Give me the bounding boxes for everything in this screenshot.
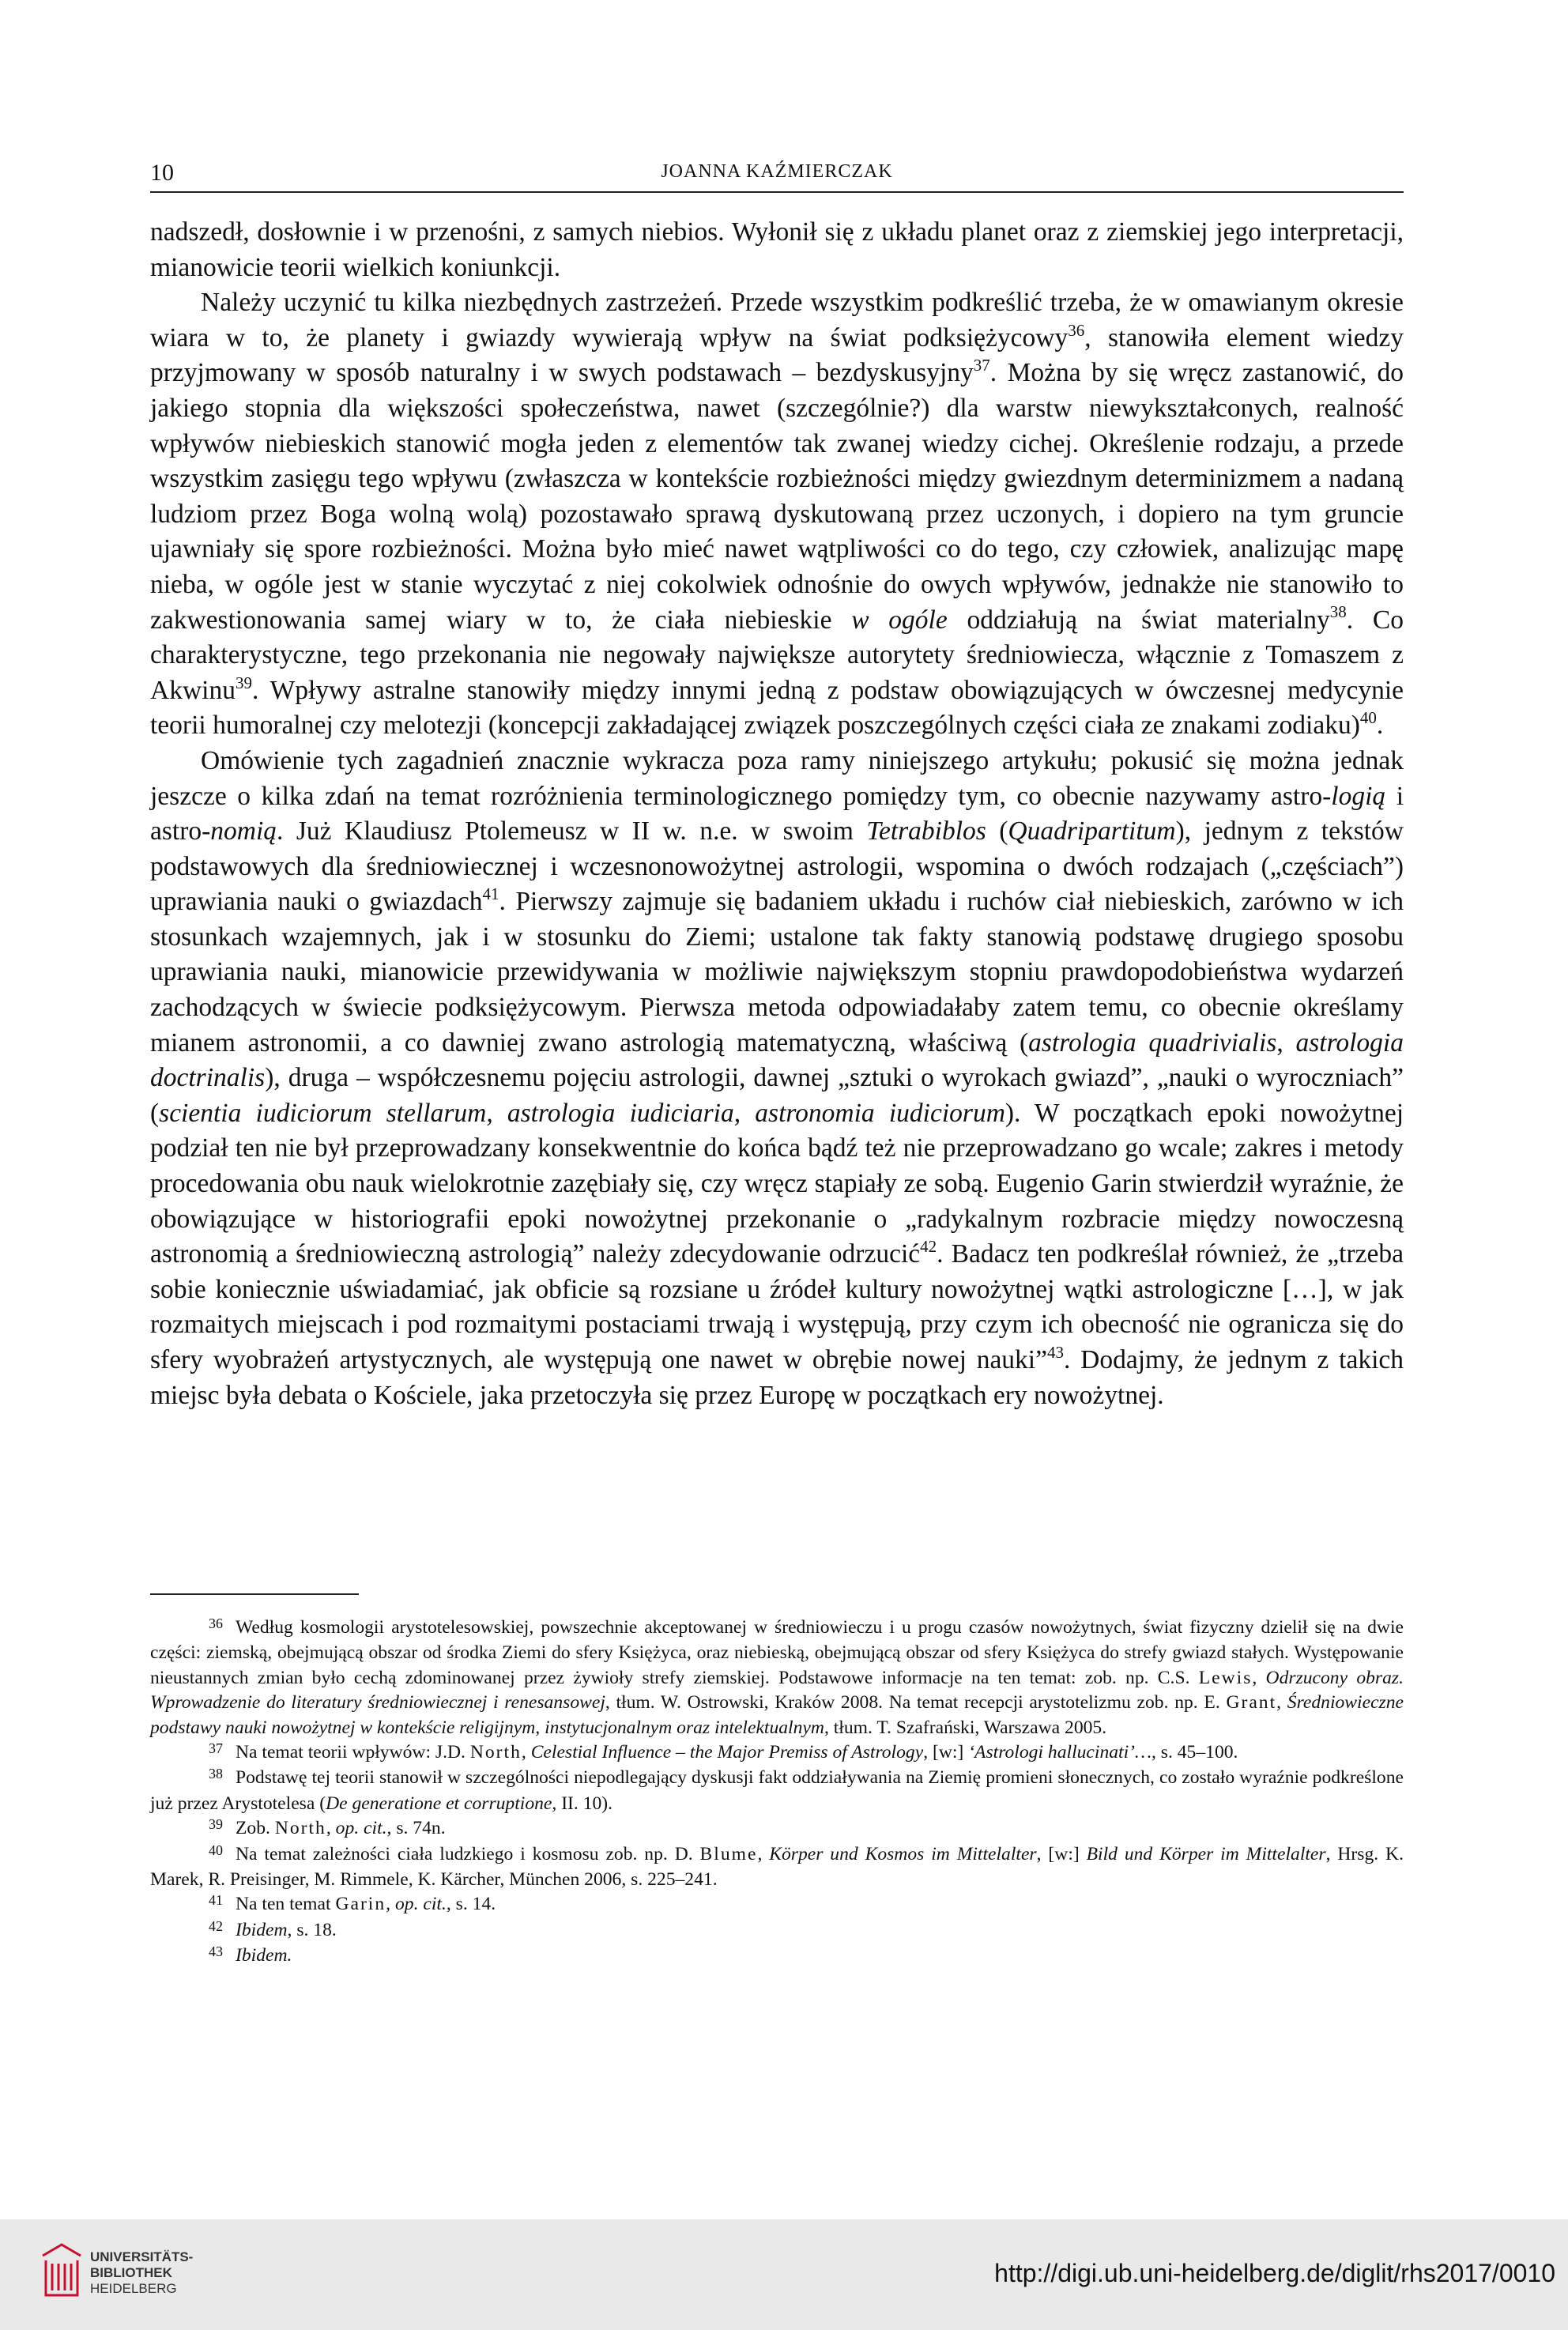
text-run: , [1276,1692,1287,1714]
text-run: Zob. [236,1818,275,1839]
text-run: . Już Klaudiusz Ptolemeusz w II w. n.e. w swoim [277,816,867,846]
page-number: 10 [150,160,174,186]
footnote-ref-39[interactable]: 39 [235,673,252,692]
text-run: , [757,1843,770,1864]
work-title: ‘Astrologi hallucinati’… [968,1742,1152,1763]
footnote-43 [150,1944,1404,1969]
text-run: . [1376,711,1384,741]
author-name: North [274,1818,326,1839]
work-title: Ibidem [236,1919,288,1940]
text-run: ). W początkach epoki nowożytnej podział ten nie był przeprowadzany konsekwentnie do końca bądź też nie przeprowadzano go wcale; zakres i metody procedowania obu nauk wielokrotnie zazębiały się, czy wręcz stapiały ze sobą. Eugenio Garin stwierdził wyraźnie, że obowiązujące w historiografii epoki nowożytnej przekonanie o „radykalnym rozbracie między nowoczesną astronomią a średniowieczną astrologią” należy zdecydowanie odrzucić [150,1098,1404,1269]
footnote-39 [150,1816,1404,1842]
text-run: Na temat teorii wpływów: J.D. [236,1742,470,1763]
text-run: , [326,1818,336,1839]
footnote-36 [150,1616,1404,1740]
footnote-number: 39 [209,1816,223,1833]
text-run: ( [986,816,1008,846]
footnote-42 [150,1918,1404,1944]
paragraph-2 [150,285,1404,744]
work-title: Körper und Kosmos im Mittelalter [769,1843,1037,1864]
text-run: . Można by się wręcz zastanowić, do jakiego stopnia dla większości społeczeństwa, nawet (szczególnie?) dla warstw niewykształconych, realność wpływów niebieskich stanowić mogła jeden z elementów tak zwanej wiedzy cichej. Określenie rodzaju, a przede wszystkim zasięgu tego wpływu (zwłaszcza w kontekście rozbieżności między gwiezdnym determinizmem a nadaną ludziom przez Boga wolną wolą) pozostawało sprawą dyskutowaną przez uczonych, i dopiero na tym gruncie ujawniały się spore rozbieżności. Można było mieć nawet wątpliwości co do tego, czy człowiek, analizując mapę nieba, w ogóle jest w stanie wyczytać z niej cokolwiek odnośnie do owych wpływów, jednakże nie stanowiło to zakwestionowania samej wiary w to, że ciała niebieskie [150,358,1404,635]
footnote-number: 41 [209,1892,223,1909]
text-run: Na temat zależności ciała ludzkiego i kosmosu zob. np. D. [236,1843,700,1864]
paragraph-1 [150,215,1404,285]
text-run: , [521,1742,531,1763]
emphasis: logią [1331,781,1386,811]
footnote-separator [150,1593,359,1595]
text-run: . Dodajmy, że jednym z takich miejsc była debata o Kościele, jaka przetoczyła się przez Europę w początkach ery nowożytnej. [150,1345,1404,1410]
running-head: JOANNA KAŹMIERCZAK [661,161,893,182]
author-name: North [469,1742,522,1763]
text-run: nadszedł, dosłownie i w przenośni, z samych niebios. Wyłonił się z układu planet oraz z ziemskiej jego interpretacji, mianowicie teorii wielkich koniunkcji. [150,217,1404,282]
text-run: oddziałują na świat materialny [947,605,1330,635]
work-title: Bild und Körper im Mittelalter [1086,1843,1326,1864]
library-name-line: UNIVERSITÄTS- [90,2249,194,2264]
footnote-number: 40 [209,1842,223,1858]
text-run: , s. 14. [446,1894,496,1915]
footnote-41 [150,1892,1404,1917]
text-run: , tłum. W. Ostrowski, Kraków 2008. Na temat recepcji arystotelizmu zob. np. E. [605,1692,1227,1714]
text-run: Na ten temat [236,1894,336,1915]
footnote-number: 37 [209,1740,223,1757]
library-logo-icon [38,2240,85,2300]
text-run: . Badacz ten podkreślał również, że „trzeba sobie koniecznie uświadamiać, jak obficie są rozsiane u źródeł kultury nowożytnej wątki astrologiczne […], w jak rozmaitych miejscach i pod rozmaitymi postaciami trwają i występują, przy czym ich obecność nie ogranicza się do sfery wyobrażeń artystycznych, ale występują one nawet w obrębie nowej nauki” [150,1239,1404,1374]
work-title: Celestial Influence – the Major Premiss of Astrology [530,1742,924,1763]
work-title: De generatione et corruptione [326,1793,552,1814]
text-run: Omówienie tych zagadnień znacznie wykracza poza ramy niniejszego artykułu; pokusić się można jednak jeszcze o kilka zdań na temat rozróżnienia terminologicznego pomiędzy tym, co obecnie nazywamy astro- [150,745,1404,811]
emphasis: nomią [210,816,277,846]
text-run: , [1276,1027,1296,1058]
footnote-ref-40[interactable]: 40 [1359,708,1377,728]
footnote-ref-38[interactable]: 38 [1329,602,1347,622]
emphasis: w ogóle [851,605,948,635]
library-name [90,2249,193,2297]
text-run: Należy uczynić tu kilka niezbędnych zastrzeżeń. Przede wszystkim podkreślić trzeba, że w omawianym okresie wiara w to, że planety i gwiazdy wywierają wpływ na świat podksiężycowy [150,288,1404,353]
footnote-40 [150,1842,1404,1893]
work-title: Średniowieczne podstawy nauki nowożytnej w kontekście religijnym, instytucjonalnym oraz intelektualnym [150,1692,1404,1738]
emphasis: astrologia doctrinalis [150,1027,1404,1093]
text-run: , s. 74n. [386,1818,446,1839]
work-title: op. cit. [335,1818,387,1839]
text-run: , II. 10). [552,1793,613,1814]
author-name: Grant [1226,1692,1277,1714]
emphasis: astrologia quadrivialis [1028,1027,1277,1058]
footnote-ref-43[interactable]: 43 [1047,1342,1064,1362]
text-run: , [w:] [923,1742,969,1763]
emphasis: scientia iudiciorum stellarum, astrologia iudiciaria, astronomia iudiciorum [159,1098,1005,1128]
work-title: Odrzucony obraz. Wprowadzenie do literatury średniowiecznej i renesansowej [150,1667,1404,1714]
text-run: , [w:] [1036,1843,1087,1864]
footnote-37 [150,1740,1404,1766]
text-run: . Co charakterystyczne, tego przekonania nie negowały największe autorytety średniowiecza, włącznie z Tomaszem z Akwinu [150,605,1404,705]
text-run: , [1252,1667,1266,1688]
text-run: , stanowiła element wiedzy przyjmowany w sposób naturalny i w swych podstawach – bezdyskusyjny [150,322,1404,388]
text-run: , tłum. T. Szafrański, Warszawa 2005. [824,1717,1107,1738]
text-run: , s. 18. [287,1919,337,1940]
work-title: Ibidem. [236,1945,292,1966]
text-run: , s. 45–100. [1151,1742,1238,1763]
library-name-line: BIBLIOTHEK [90,2265,172,2280]
paragraph-3 [150,744,1404,1413]
body-text [150,215,1404,1413]
text-run: ), druga – współczesnemu pojęciu astrologii, dawnej „sztuki o wyrokach gwiazd”, „nauki o wyroczniach” ( [150,1063,1404,1128]
footnote-ref-37[interactable]: 37 [973,356,990,375]
text-run: i astro- [150,781,1404,846]
footnote-ref-41[interactable]: 41 [482,884,499,904]
text-run: . Wpływy astralne stanowiły między innymi jedną z podstaw obowiązujących w ówczesnej medycynie teorii humoralnej czy melotezji (koncepcji zakładającej związek poszczególnych części ciała ze znakami zodiaku) [150,675,1404,741]
author-name: Lewis [1198,1667,1253,1688]
text-run: Podstawę tej teorii stanowił w szczególności niepodlegający dyskusji fakt oddziaływania na Ziemię promieni słonecznych, co zostało wyraźnie podkreślone już przez Arystotelesa ( [150,1767,1404,1814]
text-run: Według kosmologii arystotelesowskiej, powszechnie akceptowanej w średniowieczu i u progu czasów nowożytnych, świat fizyczny dzielił się na dwie części: ziemską, obejmującą obszar od środka Ziemi do sfery Księżyca, oraz niebieską, obejmującą obszar od sfery Księżyca do strefy gwiazd stałych. Występowanie nieustannych zmian było cechą zdominowanej przez żywioły strefy ziemskiej. Podstawowe informacje na ten temat: zob. np. C.S. [150,1617,1404,1688]
text-run: , Hrsg. K. Marek, R. Preisinger, M. Rimmele, K. Kärcher, München 2006, s. 225–241. [150,1843,1404,1891]
emphasis: Quadripartitum [1008,816,1176,846]
text-run: ), jednym z tekstów podstawowych dla średniowiecznej i wczesnonowożytnej astrologii, wspomina o dwóch rodzajach („częściach”) uprawiania nauki o gwiazdach [150,816,1404,917]
footnotes [150,1616,1404,1970]
footnote-number: 36 [209,1616,223,1631]
author-name: Blume [699,1843,758,1864]
footnote-ref-42[interactable]: 42 [920,1237,937,1257]
emphasis: Tetrabiblos [866,816,986,846]
permalink-url[interactable]: http://digi.ub.uni-heidelberg.de/diglit/rhs2017/0010 [994,2259,1555,2287]
footnote-38 [150,1766,1404,1816]
viewer-footer [0,2219,1568,2330]
library-name-line: HEIDELBERG [90,2281,177,2296]
page-header [150,156,1404,193]
footnote-number: 42 [209,1917,223,1934]
footnote-number: 38 [209,1766,223,1782]
author-name: Garin [335,1894,386,1915]
footnote-number: 43 [209,1944,223,1960]
work-title: op. cit. [394,1894,447,1915]
footnote-ref-36[interactable]: 36 [1068,320,1085,340]
text-run: . Pierwszy zajmuje się badaniem układu i ruchów ciał niebieskich, zarówno w ich stosunkach wzajemnych, jak i w stosunku do Ziemi; ustalone tak fakty stanowią podstawę drugiego sposobu uprawiania nauki, mianowicie przewidywania w możliwie największym stopniu prawdopodobieństwa wydarzeń zachodzących w świecie podksiężycowym. Pierwsza metoda odpowiadałaby zatem temu, co obecnie określamy mianem astronomii, a co dawniej zwano astrologią matematyczną, właściwą ( [150,887,1404,1058]
text-run: , [386,1894,395,1915]
